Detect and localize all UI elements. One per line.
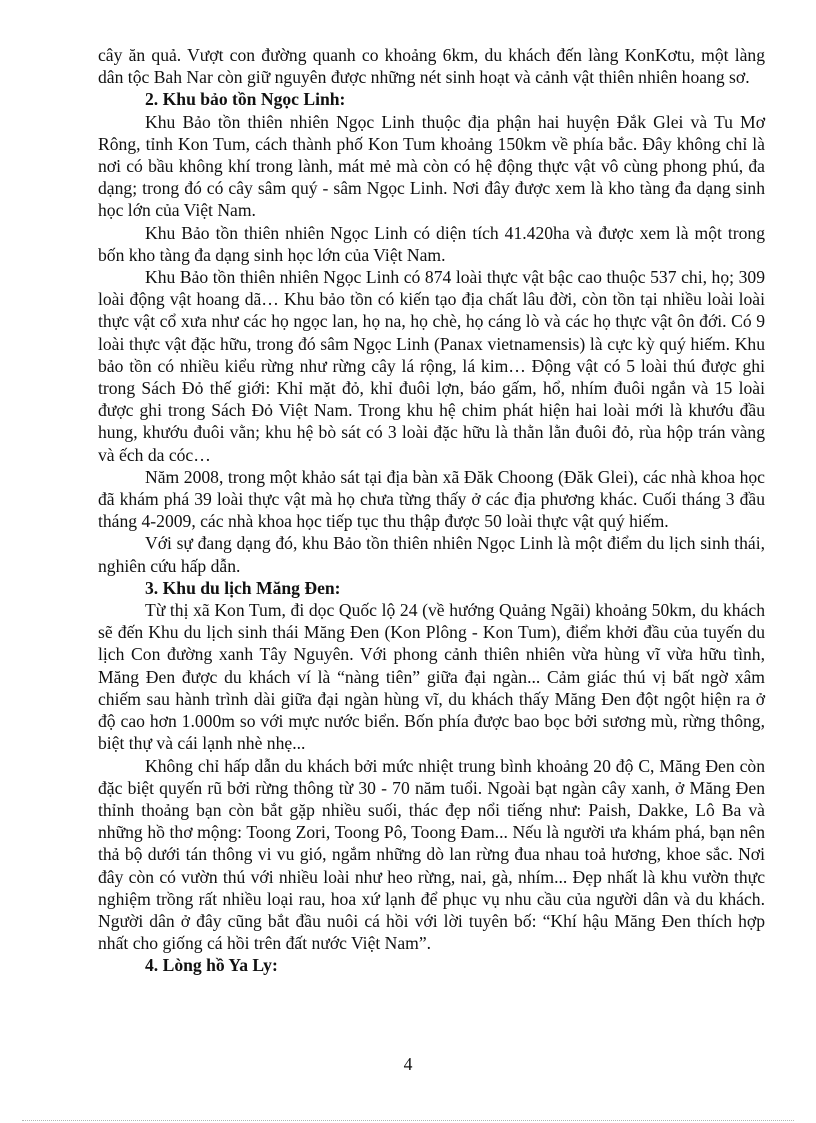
paragraph-ngoc-linh-survey: Năm 2008, trong một khảo sát tại địa bàn xã Đăk Choong (Đăk Glei), các nhà khoa học đã khám phá 39 loài thực vật mà họ chưa từng thấy ở các địa phương khác. Cuối tháng 3 đầu tháng 4-2009, các nhà khoa học tiếp tục thu thập được 50 loài thực vật quý hiếm.: [98, 466, 765, 532]
document-page: [98, 44, 765, 977]
paragraph-ngoc-linh-species: Khu Bảo tồn thiên nhiên Ngọc Linh có 874 loài thực vật bậc cao thuộc 537 chi, họ; 309 loài động vật hoang dã… Khu bảo tồn có kiến tạo địa chất lâu đời, còn tồn tại nhiều loài loài thực vật cổ xưa như các họ ngọc lan, họ na, họ chè, họ cáng lò và các họ thực vật ôn đới. Có 9 loài thực vật đặc hữu, trong đó sâm Ngọc Linh (Panax vietnamensis) là cực kỳ quý hiếm. Khu bảo tồn có nhiều kiểu rừng như rừng cây lá rộng, lá kim… Động vật có 5 loài thú được ghi trong Sách Đỏ thế giới: Khỉ mặt đỏ, khỉ đuôi lợn, báo gấm, hổ, nhím đuôi ngắn và 15 loài được ghi trong Sách Đỏ Việt Nam. Trong khu hệ chim phát hiện hai loài mới là khướu đầu hung, khướu đuôi vằn; khu hệ bò sát có 3 loài đặc hữu là thằn lằn đuôi đỏ, rùa hộp trán vàng và ếch da cóc…: [98, 267, 765, 465]
paragraph-mang-den-access: Từ thị xã Kon Tum, đi dọc Quốc lộ 24 (về hướng Quảng Ngãi) khoảng 50km, du khách sẽ đến Khu du lịch sinh thái Măng Đen (Kon Plông - Kon Tum), điểm khởi đầu của tuyến du lịch Con đường xanh Tây Nguyên. Với phong cảnh thiên nhiên vừa hùng vĩ vừa hữu tình, Măng Đen được du khách ví là “nàng tiên” giữa đại ngàn... Cảm giác thú vị bất ngờ xâm chiếm sau hành trình dài giữa đại ngàn hùng vĩ, du khách thấy Măng Đen đột ngột hiện ra ở độ cao hơn 1.000m so với mực nước biển. Bốn phía được bao bọc bởi sương mù, rừng thông, biệt thự và cái lạnh nhè nhẹ...: [98, 600, 765, 754]
paragraph-ngoc-linh-area: Khu Bảo tồn thiên nhiên Ngọc Linh có diện tích 41.420ha và được xem là một trong bốn kho tàng đa dạng sinh học lớn của Việt Nam.: [98, 222, 765, 265]
paragraph-mang-den-attractions: Không chỉ hấp dẫn du khách bởi mức nhiệt trung bình khoảng 20 độ C, Măng Đen còn đặc biệt quyến rũ bởi rừng thông từ 30 - 70 năm tuổi. Ngoài bạt ngàn cây xanh, ở Măng Đen thỉnh thoảng bạn còn bắt gặp nhiều suối, thác đẹp nổi tiếng như: Paish, Dakke, Lô Ba và những hồ thơ mộng: Toong Zori, Toong Pô, Toong Đam... Nếu là người ưa khám phá, bạn nên thả bộ dưới tán thông vi vu gió, ngắm những dò lan rừng đua nhau toả hương, khoe sắc. Nơi đây còn có vườn thú với nhiều loài như heo rừng, nai, gà, nhím... Đẹp nhất là khu vườn thực nghiệm trồng rất nhiều loại rau, hoa xứ lạnh để phục vụ nhu cầu của người dân và du khách. Người dân ở đây cũng bắt đầu nuôi cá hồi với lời tuyên bố: “Khí hậu Măng Đen thích hợp nhất cho giống cá hồi trên đất nước Việt Nam”.: [98, 755, 765, 954]
paragraph-ngoc-linh-location: Khu Bảo tồn thiên nhiên Ngọc Linh thuộc địa phận hai huyện Đắk Glei và Tu Mơ Rông, tỉnh Kon Tum, cách thành phố Kon Tum khoảng 150km về phía bắc. Đây không chỉ là nơi có bầu không khí trong lành, mát mẻ mà còn có hệ động thực vật vô cùng phong phú, đa dạng; trong đó có cây sâm quý - sâm Ngọc Linh. Nơi đây được xem là kho tàng đa dạng sinh học lớn của Việt Nam.: [98, 111, 765, 221]
heading-ya-ly: 4. Lòng hồ Ya Ly:: [145, 955, 278, 976]
heading-mang-den: 3. Khu du lịch Măng Đen:: [145, 577, 341, 598]
paragraph-intro-end: cây ăn quả. Vượt con đường quanh co khoảng 6km, du khách đến làng KonKơtu, một làng dân tộc Bah Nar còn giữ nguyên được những nét sinh hoạt và cảnh vật thiên nhiên hoang sơ.: [98, 45, 765, 88]
page-bottom-edge: [22, 1120, 794, 1121]
paragraph-ngoc-linh-summary: Với sự đang dạng đó, khu Bảo tồn thiên nhiên Ngọc Linh là một điểm du lịch sinh thái, nghiên cứu hấp dẫn.: [98, 533, 765, 576]
page-number: 4: [403, 1054, 413, 1074]
heading-ngoc-linh: 2. Khu bảo tồn Ngọc Linh:: [145, 89, 346, 110]
